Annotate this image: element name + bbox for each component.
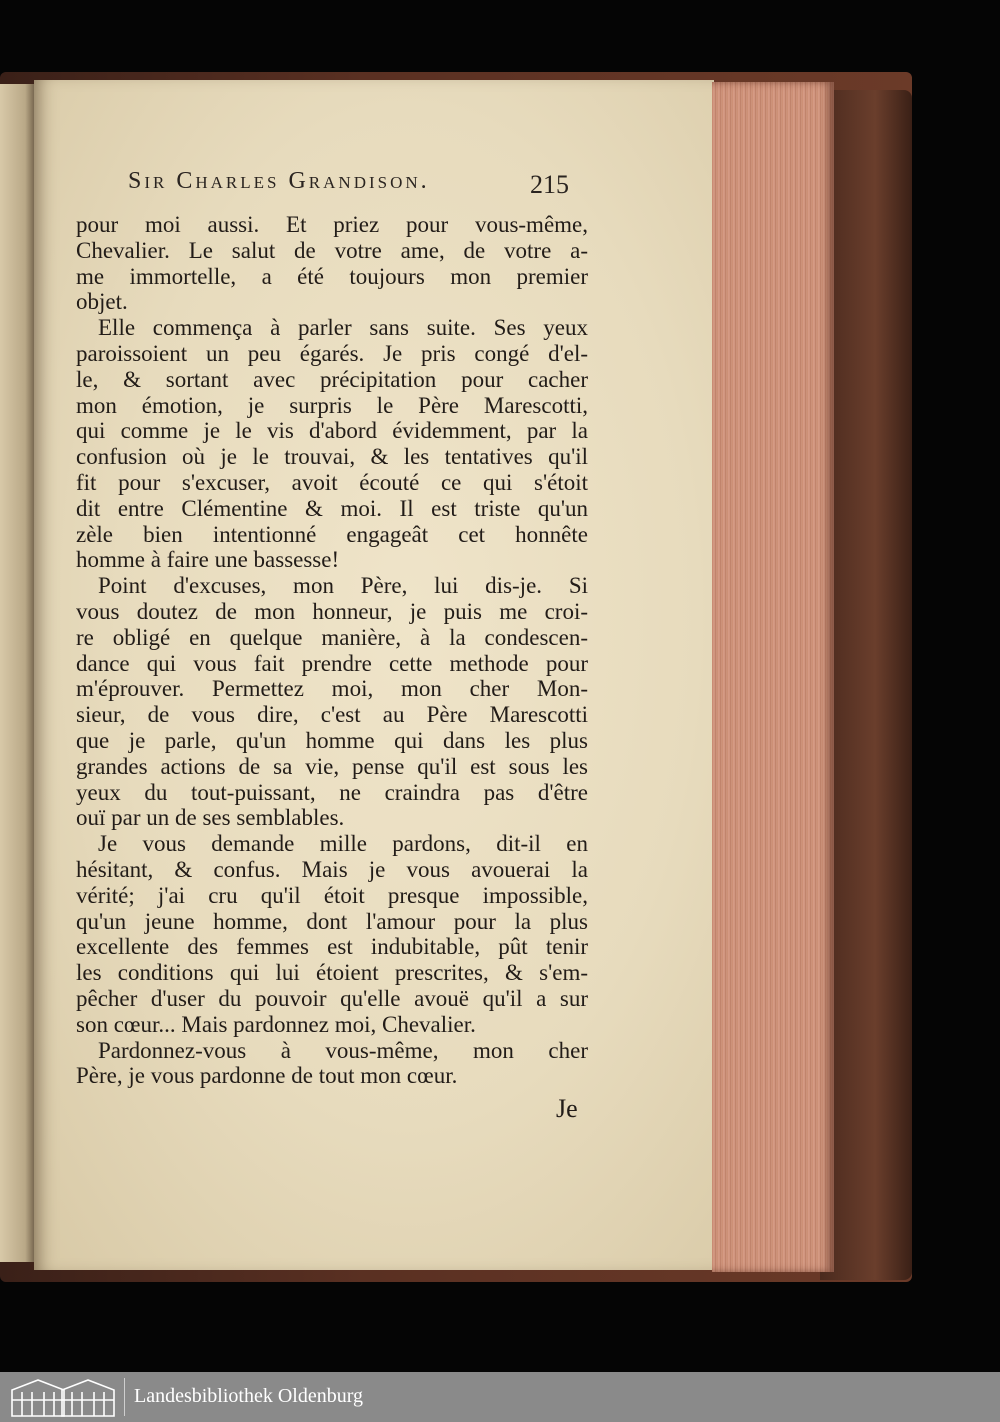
body-text <box>76 212 588 1089</box>
text-line: vérité; j'ai cru qu'il étoit presque impossible, <box>76 882 588 908</box>
text-line: ouï par un de ses semblables. <box>76 805 345 831</box>
running-head: Sir Charles Grandison. <box>128 168 430 194</box>
text-line: homme à faire une bassesse! <box>76 547 340 573</box>
text-line: yeux du tout-puissant, ne craindra pas d'être <box>76 779 588 805</box>
text-line: grandes actions de sa vie, pense qu'il est sous les <box>76 753 588 779</box>
text-line: excellente des femmes est indubitable, pût tenir <box>76 934 588 960</box>
text-line: objet. <box>76 289 128 315</box>
catchword: Je <box>556 1094 578 1123</box>
text-line: Elle commença à parler sans suite. Ses yeux <box>98 315 588 341</box>
text-line: zèle bien intentionné engageât cet honnête <box>76 521 588 547</box>
text-line: dance qui vous fait prendre cette methode pour <box>76 650 588 676</box>
text-line: Je vous demande mille pardons, dit-il en <box>98 831 588 857</box>
text-line: pêcher d'user du pouvoir qu'elle avouë qu'il a sur <box>76 985 588 1011</box>
text-line: re obligé en quelque manière, à la condescen- <box>76 624 588 650</box>
text-line: vous doutez de mon honneur, je puis me croi- <box>76 598 588 624</box>
text-line: hésitant, & confus. Mais je vous avouerai la <box>76 856 588 882</box>
text-line: Point d'excuses, mon Père, lui dis-je. Si <box>98 573 588 599</box>
text-line: qu'un jeune homme, dont l'amour pour la plus <box>76 908 588 934</box>
text-line: fit pour s'excuser, avoit écouté ce qui s'étoit <box>76 469 588 495</box>
text-line: sieur, de vous dire, c'est au Père Marescotti <box>76 702 588 728</box>
text-line: Père, je vous pardonne de tout mon cœur. <box>76 1063 458 1089</box>
text-line: qui comme je le vis d'abord évidemment, par la <box>76 418 588 444</box>
text-line: que je parle, qu'un homme qui dans les plus <box>76 727 588 753</box>
left-page-sliver <box>0 84 36 1262</box>
library-building-icon <box>8 1376 118 1418</box>
text-line: Chevalier. Le salut de votre ame, de votre a- <box>76 237 588 263</box>
page-number: 215 <box>530 170 569 199</box>
footer-bar <box>0 1372 1000 1422</box>
text-line: pour moi aussi. Et priez pour vous-même, <box>76 212 588 237</box>
text-line: m'éprouver. Permettez moi, mon cher Mon- <box>76 676 588 702</box>
footer-divider <box>124 1378 125 1416</box>
footer-institution: Landesbibliothek Oldenburg <box>134 1385 364 1407</box>
text-line: le, & sortant avec précipitation pour cacher <box>76 366 588 392</box>
text-line: les conditions qui lui étoient prescrites, & s'em- <box>76 960 588 986</box>
text-line: dit entre Clémentine & moi. Il est triste qu'un <box>76 495 588 521</box>
text-line: confusion où je le trouvai, & les tentatives qu'il <box>76 444 588 470</box>
text-line: Pardonnez-vous à vous-même, mon cher <box>98 1037 588 1063</box>
page-edges <box>712 82 834 1272</box>
text-line: mon émotion, je surpris le Père Marescotti, <box>76 392 588 418</box>
text-line: me immortelle, a été toujours mon premier <box>76 263 588 289</box>
text-line: son cœur... Mais pardonnez moi, Chevalier. <box>76 1011 476 1037</box>
text-line: paroissoient un peu égarés. Je pris congé d'el- <box>76 340 588 366</box>
